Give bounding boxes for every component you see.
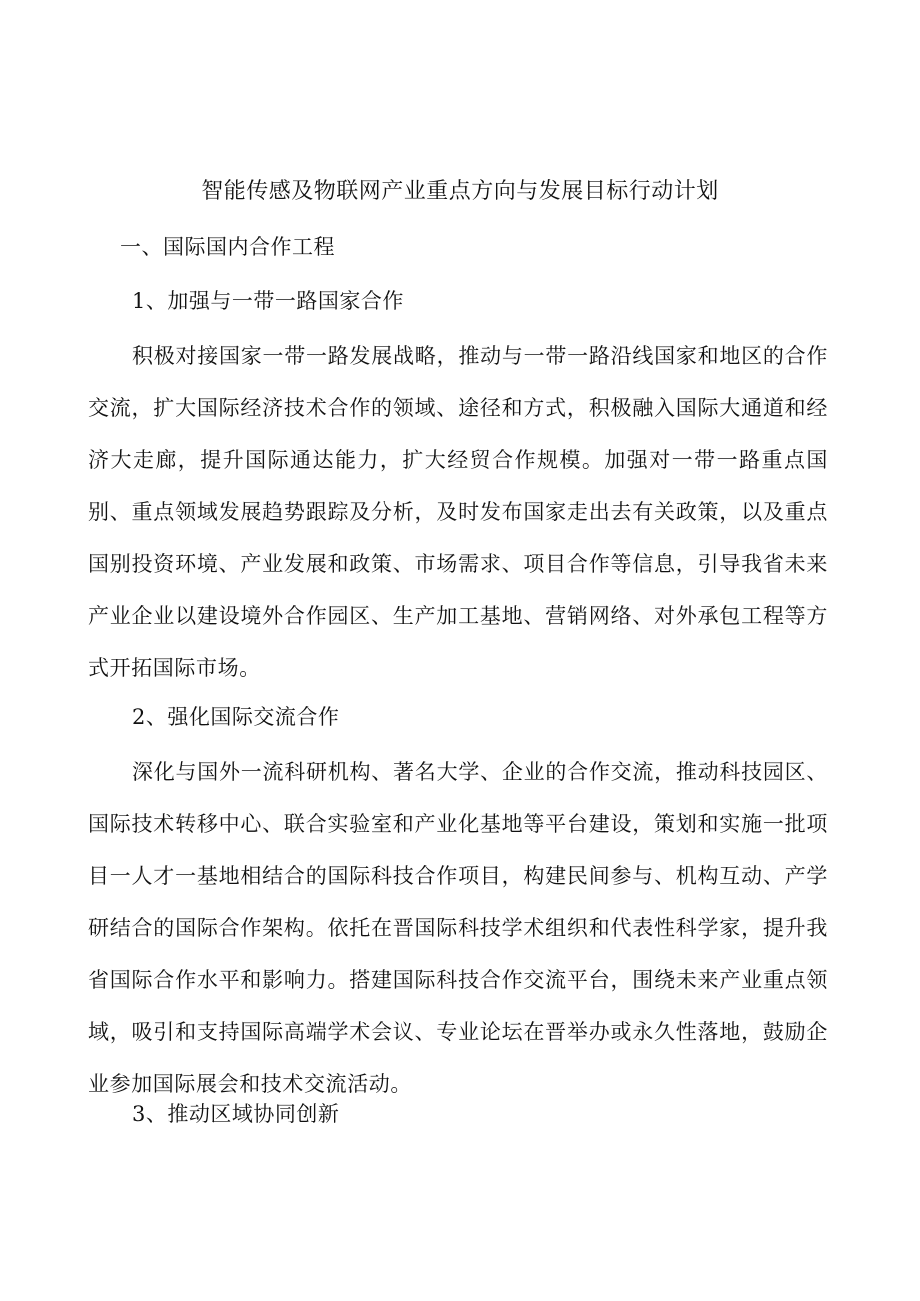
document-title: 智能传感及物联网产业重点方向与发展目标行动计划 <box>201 179 719 204</box>
subsection-heading-3: 3、推动区域协同创新 <box>132 1102 340 1126</box>
paragraph-1: 积极对接国家一带一路发展战略，推动与一带一路沿线国家和地区的合作交流，扩大国际经济技术合作的领域、途径和方式，积极融入国际大通道和经济大走廊，提升国际通达能力，扩大经贸合作规模。加强对一带一路重点国别、重点领域发展趋势跟踪及分析，及时发布国家走出去有关政策，以及重点国别投资环境、产业发展和政策、市场需求、项目合作等信息，引导我省未来产业企业以建设境外合作园区、生产加工基地、营销网络、对外承包工程等方式开拓国际市场。 <box>88 344 828 680</box>
subsection-heading-1: 1、加强与一带一路国家合作 <box>132 289 404 313</box>
subsection-heading-2: 2、强化国际交流合作 <box>132 705 340 729</box>
section-heading: 一、国际国内合作工程 <box>120 235 335 259</box>
paragraph-2: 深化与国外一流科研机构、著名大学、企业的合作交流，推动科技园区、国际技术转移中心、联合实验室和产业化基地等平台建设，策划和实施一批项目一人才一基地相结合的国际科技合作项目，构建民间参与、机构互动、产学研结合的国际合作架构。依托在晋国际科技学术组织和代表性科学家，提升我省国际合作水平和影响力。搭建国际科技合作交流平台，围绕未来产业重点领域，吸引和支持国际高端学术会议、专业论坛在晋举办或永久性落地，鼓励企业参加国际展会和技术交流活动。 <box>88 760 828 1096</box>
